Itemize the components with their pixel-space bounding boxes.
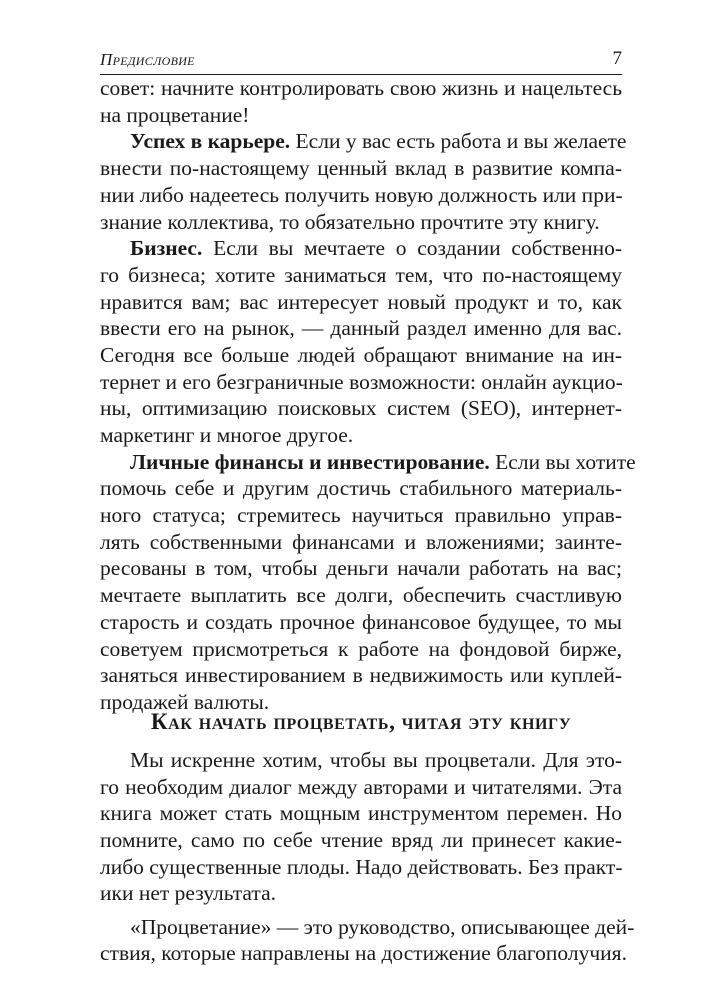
text-line: «Процветание» — это руководство, описывающее дей- <box>130 915 635 939</box>
text-line: Если вы хотите <box>495 450 636 474</box>
text-line: помните, само по себе чтение вряд ли принесет какие- <box>100 828 622 852</box>
text-line: Мы искренне хотим, чтобы вы процветали. Для это- <box>130 748 622 772</box>
bold-lead-business: Бизнес. <box>130 236 203 260</box>
running-header-title: Предисловие <box>100 50 195 69</box>
text-line: Сегодня все больше людей обращают внимание на ин- <box>100 343 622 367</box>
text-line: заняться инвестированием в недвижимость или куплей- <box>100 663 622 687</box>
text-line: тернет и его безграничные возможности: онлайн аукцио- <box>100 370 623 394</box>
text-line: го необходим диалог между авторами и читателями. Эта <box>100 775 622 799</box>
running-header <box>100 44 622 75</box>
text-line: мечтаете выплатить все долги, обеспечить счастливую <box>100 583 622 607</box>
text-line: книга может стать мощным инструментом перемен. Но <box>100 801 622 825</box>
text-line: Если у вас есть работа и вы желаете <box>295 129 627 153</box>
text-line: ресованы в том, чтобы деньги начали работать на вас; <box>100 556 622 580</box>
text-line: старость и создать прочное финансовое будущее, то мы <box>100 610 622 634</box>
paragraph-finance <box>130 449 636 476</box>
text-line: ствия, которые направлены на достижение благополучия. <box>100 941 627 965</box>
text-line: на процветание! <box>100 103 250 127</box>
text-line: продажей валюты. <box>100 690 270 714</box>
bold-lead-career: Успех в карьере. <box>130 129 291 153</box>
bold-lead-finance: Личные финансы и инвестирование. <box>130 450 490 474</box>
text-line: ики нет результата. <box>100 881 276 905</box>
text-line: помочь себе и другим достичь стабильного материаль- <box>100 476 622 500</box>
section-heading: Как начать процветать, читая эту книгу <box>150 709 572 734</box>
text-line: маркетинг и многое другое. <box>100 423 354 447</box>
text-line: советуем присмотреться к работе на фондовой бирже, <box>100 637 622 661</box>
text-line: лять собственными финансами и вложениями; заинте- <box>100 530 622 554</box>
text-line: внести по-настоящему ценный вклад в развитие компа- <box>100 156 622 180</box>
text-line: знание коллектива, то обязательно прочтите эту книгу. <box>100 210 600 234</box>
text-line: нии либо надеетесь получить новую должность или при- <box>100 183 623 207</box>
paragraph-business <box>130 235 622 262</box>
text-line: либо существенные плоды. Надо действовать. Без практ- <box>100 855 623 879</box>
text-line: совет: начните контролировать свою жизнь и нацельтесь <box>100 76 622 100</box>
text-line: ны, оптимизацию поисковых систем (SEO), интернет- <box>100 396 622 420</box>
text-line: нравится вам; вас интересует новый продукт и то, как <box>100 290 622 314</box>
text-line: Если вы мечтаете о создании собственно- <box>213 236 622 260</box>
paragraph-career <box>130 128 627 155</box>
text-line: го бизнеса; хотите заниматься тем, что по-настоящему <box>100 263 622 287</box>
text-line: ного статуса; стремитесь научиться правильно управ- <box>100 503 622 527</box>
text-line: ввести его на рынок, — данный раздел именно для вас. <box>100 316 622 340</box>
page-number: 7 <box>612 48 622 69</box>
